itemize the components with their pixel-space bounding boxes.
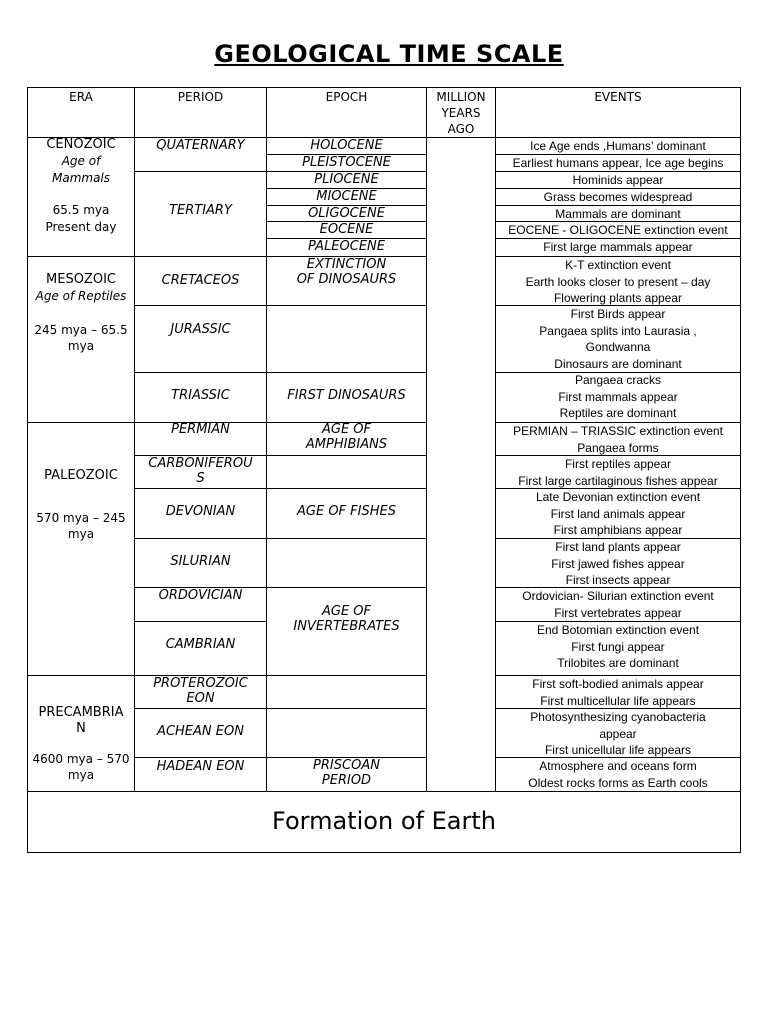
- epoch-age-of-amphibians: [267, 422, 426, 452]
- epoch-age-of-invertebrates: [267, 604, 426, 634]
- events-jurassic: [496, 306, 740, 372]
- epoch-label: AMPHIBIANS: [305, 437, 388, 452]
- epoch-label: EXTINCTION: [306, 257, 387, 272]
- period-carboniferous: [135, 456, 266, 486]
- period-devonian: DEVONIAN: [165, 504, 236, 519]
- period-tertiary: TERTIARY: [169, 203, 232, 218]
- period-label: EON: [186, 691, 215, 706]
- events-devonian: [496, 489, 740, 539]
- events-ordovician: [496, 588, 740, 621]
- page-title: GEOLOGICAL TIME SCALE: [214, 40, 564, 68]
- era-name: CENOZOIC: [46, 137, 116, 152]
- event-line: First large cartilaginous fishes appear: [518, 473, 718, 488]
- header-period: PERIOD: [177, 90, 224, 104]
- period-achean: ACHEAN EON: [157, 724, 244, 739]
- formation-of-earth: Formation of Earth: [272, 807, 496, 835]
- era-range: 65.5 mya: [52, 203, 110, 217]
- period-silurian: SILURIAN: [170, 554, 231, 569]
- era-range: mya: [67, 339, 95, 353]
- header-epoch: EPOCH: [325, 90, 368, 104]
- event-line: Flowering plants appear: [553, 291, 683, 305]
- event-line: First amphibians appear: [553, 523, 683, 537]
- header-events: EVENTS: [594, 90, 642, 104]
- events-permian: [496, 423, 740, 456]
- period-hadean: HADEAN EON: [156, 759, 245, 774]
- era-range: 570 mya – 245: [36, 511, 126, 525]
- event-line: First jawed fishes appear: [551, 556, 685, 571]
- event-line: Earth looks closer to present – day: [525, 274, 711, 289]
- events-hadean: [496, 758, 740, 791]
- epoch-eocene: EOCENE: [319, 222, 374, 237]
- period-ordovician: ORDOVICIAN: [158, 588, 243, 603]
- epoch-extinction-of-dinosaurs: [267, 257, 426, 287]
- events-achean: [496, 709, 740, 759]
- event-miocene: Grass becomes widespread: [543, 190, 693, 204]
- header-million-years-ago: [427, 89, 495, 137]
- event-paleocene: First large mammals appear: [543, 240, 693, 254]
- event-line: appear: [599, 726, 637, 741]
- event-eocene: EOCENE - OLIGOCENE extinction event: [508, 223, 728, 237]
- event-oligocene: Mammals are dominant: [555, 207, 681, 221]
- epoch-priscoan-period: [267, 758, 426, 788]
- epoch-label: INVERTEBRATES: [293, 619, 400, 634]
- era-name: N: [76, 721, 86, 736]
- period-label: PROTEROZOIC: [153, 676, 248, 691]
- events-carboniferous: [496, 456, 740, 489]
- event-pliocene: Hominids appear: [572, 173, 664, 187]
- event-line: First soft-bodied animals appear: [532, 677, 704, 691]
- events-triassic: [496, 372, 740, 422]
- event-line: PERMIAN – TRIASSIC extinction event: [513, 424, 723, 438]
- event-pleistocene: Earliest humans appear, Ice age begins: [512, 156, 724, 170]
- era-name: PRECAMBRIA: [38, 705, 124, 720]
- epoch-miocene: MIOCENE: [316, 189, 377, 204]
- event-line: First land animals appear: [550, 506, 686, 521]
- event-line: Atmosphere and oceans form: [539, 759, 697, 773]
- event-line: Late Devonian extinction event: [535, 490, 701, 504]
- header-mya-line-2: YEARS: [441, 106, 481, 120]
- era-cenozoic: [28, 137, 134, 236]
- era-name: MESOZOIC: [46, 272, 116, 287]
- era-range: 245 mya – 65.5: [34, 323, 128, 337]
- era-paleozoic: [28, 468, 134, 542]
- era-subtitle: Age of: [61, 154, 101, 168]
- event-line: First unicellular life appears: [544, 743, 692, 757]
- event-line: First Birds appear: [570, 307, 666, 321]
- event-line: Pangaea cracks: [574, 373, 662, 387]
- epoch-holocene: HOLOCENE: [310, 138, 383, 153]
- epoch-pleistocene: PLEISTOCENE: [302, 155, 391, 170]
- event-line: First reptiles appear: [564, 457, 672, 471]
- event-line: First insects appear: [565, 573, 671, 587]
- header-mya-line-1: MILLION: [436, 90, 486, 104]
- events-silurian: [496, 539, 740, 589]
- era-range: 4600 mya – 570: [32, 752, 130, 766]
- era-name: PALEOZOIC: [44, 468, 118, 483]
- event-line: Ordovician- Silurian extinction event: [522, 589, 714, 603]
- era-mesozoic: [28, 272, 134, 354]
- period-jurassic: JURASSIC: [170, 322, 231, 337]
- event-line: Gondwanna: [585, 340, 651, 354]
- event-line: Pangaea forms: [577, 440, 659, 455]
- era-subtitle: Mammals: [51, 171, 111, 185]
- events-proterozoic: [496, 676, 740, 709]
- events-cretaceous: [496, 257, 740, 307]
- period-cambrian: CAMBRIAN: [165, 637, 236, 652]
- event-line: First land plants appear: [555, 540, 681, 554]
- event-holocene: Ice Age ends ,Humans’ dominant: [530, 139, 706, 153]
- header-mya-line-3: AGO: [447, 122, 475, 136]
- epoch-first-dinosaurs: FIRST DINOSAURS: [287, 388, 406, 403]
- epoch-paleocene: PALEOCENE: [307, 239, 385, 254]
- event-line: First mammals appear: [558, 389, 678, 404]
- epoch-label: PERIOD: [321, 773, 372, 788]
- period-triassic: TRIASSIC: [171, 388, 230, 403]
- era-subtitle: Age of Reptiles: [35, 289, 127, 303]
- event-line: First fungi appear: [571, 639, 665, 654]
- period-label: CARBONIFEROU: [148, 456, 253, 471]
- epoch-oligocene: OLIGOCENE: [308, 206, 385, 221]
- event-line: Dinosaurs are dominant: [554, 356, 682, 371]
- epoch-label: AGE OF: [321, 604, 372, 619]
- event-line: First multicellular life appears: [540, 693, 696, 708]
- period-label: S: [196, 471, 205, 486]
- event-line: Pangaea splits into Laurasia ,: [539, 323, 697, 338]
- period-cretaceous: CRETACEOS: [161, 273, 240, 288]
- epoch-age-of-fishes: AGE OF FISHES: [297, 504, 396, 519]
- event-line: Reptiles are dominant: [559, 406, 677, 420]
- event-line: End Botomian extinction event: [536, 623, 700, 637]
- era-range: mya: [67, 768, 95, 782]
- header-era: ERA: [69, 90, 93, 104]
- period-quaternary: QUATERNARY: [156, 138, 245, 153]
- epoch-pliocene: PLIOCENE: [314, 172, 379, 187]
- event-line: First vertebrates appear: [554, 605, 682, 620]
- events-cambrian: [496, 622, 740, 672]
- event-line: Photosynthesizing cyanobacteria: [530, 710, 706, 724]
- event-line: Trilobites are dominant: [557, 656, 679, 670]
- epoch-label: PRISCOAN: [313, 758, 380, 773]
- epoch-label: OF DINOSAURS: [296, 272, 397, 287]
- event-line: Oldest rocks forms as Earth cools: [528, 775, 708, 790]
- event-line: K-T extinction event: [565, 258, 671, 272]
- era-range: mya: [67, 527, 95, 541]
- period-proterozoic: [135, 676, 266, 706]
- epoch-label: AGE OF: [321, 422, 372, 437]
- era-precambrian: [28, 705, 134, 783]
- period-permian: PERMIAN: [171, 422, 230, 437]
- era-range: Present day: [45, 220, 117, 234]
